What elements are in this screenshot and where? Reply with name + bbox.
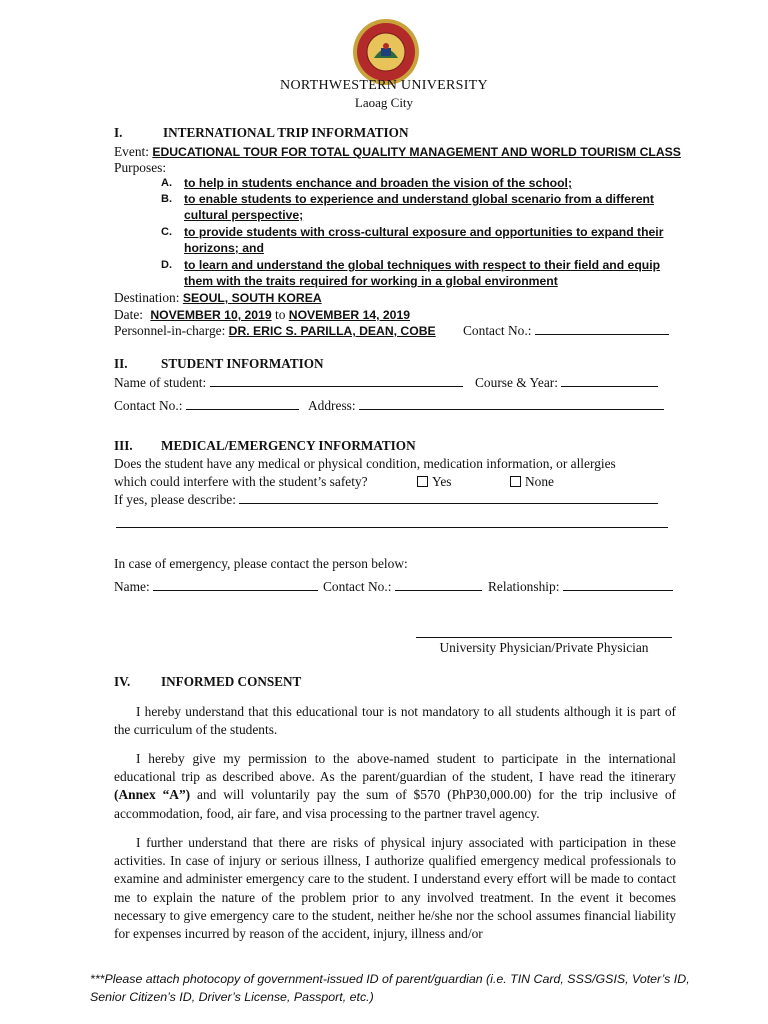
section-3-title: MEDICAL/EMERGENCY INFORMATION (161, 438, 416, 453)
purpose-a-letter: A. (161, 177, 172, 189)
address-field[interactable] (359, 398, 664, 410)
event-value: EDUCATIONAL TOUR FOR TOTAL QUALITY MANAGEMENT AND WORLD TOURISM CLASS (152, 145, 681, 159)
personnel-contact-row (463, 323, 669, 339)
purpose-d-line-2: them with the traits required for working in a global environment (184, 274, 558, 288)
consent-paragraph-2-part-1: I hereby give my permission to the above-named student to participate in the international educational trip as described above. As the parent/guardian of the student, I have read the itinerary (114, 751, 676, 785)
describe-field[interactable] (239, 492, 658, 504)
medical-question-line-2: which could interfere with the student’s safety? (114, 474, 368, 489)
date-to: NOVEMBER 14, 2019 (288, 308, 411, 322)
purpose-c-letter: C. (161, 226, 172, 238)
destination-value: SEOUL, SOUTH KOREA (182, 291, 322, 305)
purpose-b-line-2: cultural perspective; (184, 208, 304, 222)
address-row (308, 398, 664, 414)
university-name: NORTHWESTERN UNIVERSITY (280, 78, 488, 93)
relationship-field[interactable] (563, 579, 673, 591)
personnel-value: DR. ERIC S. PARILLA, DEAN, COBE (228, 324, 436, 338)
describe-row (114, 492, 658, 508)
date-to-word: to (274, 307, 286, 322)
medical-question-line-1: Does the student have any medical or physical condition, medication information, or allergies (114, 456, 616, 471)
physician-label: University Physician/Private Physician (439, 640, 649, 655)
student-name-label: Name of student: (114, 375, 207, 390)
personnel-row (114, 323, 436, 339)
section-2-title: STUDENT INFORMATION (161, 356, 324, 371)
student-name-field[interactable] (210, 375, 463, 387)
purpose-b-line-1: to enable students to experience and understand global scenario from a different (184, 192, 654, 206)
section-3-number: III. (114, 438, 133, 453)
purpose-d-letter: D. (161, 259, 172, 271)
section-4-number: IV. (114, 674, 131, 689)
consent-paragraph-2-part-2: and will voluntarily pay the sum of $570 (PhP30,000.00) for the trip inclusive of accommodation, food, air fare, and visa processing to the partner travel agency. (114, 787, 676, 821)
purposes-label: Purposes: (114, 160, 167, 175)
none-checkbox[interactable] (510, 476, 521, 487)
student-contact-row (114, 398, 299, 414)
footnote-id-requirement: ***Please attach photocopy of government-issued ID of parent/guardian (i.e. TIN Card, SSS/GSIS, Voter’s ID, Senior Citizen’s ID, Driver’s License, Passport, etc.) (90, 972, 690, 1004)
purpose-b-letter: B. (161, 193, 172, 205)
personnel-label: Personnel-in-charge: (114, 323, 226, 338)
section-1-title: INTERNATIONAL TRIP INFORMATION (163, 125, 409, 140)
course-year-label: Course & Year: (475, 375, 558, 390)
purpose-c-line-2: horizons; and (184, 241, 264, 255)
yes-option[interactable] (417, 474, 451, 490)
relationship-label: Relationship: (488, 579, 560, 594)
university-city: Laoag City (354, 95, 414, 110)
event-label: Event: (114, 144, 149, 159)
emergency-name-field[interactable] (153, 579, 318, 591)
relationship-row (488, 579, 673, 595)
annex-reference: (Annex “A”) (114, 787, 191, 803)
yes-label: Yes (432, 474, 452, 489)
yes-checkbox[interactable] (417, 476, 428, 487)
section-2-number: II. (114, 356, 128, 371)
emergency-name-row (114, 579, 318, 595)
purpose-d-line-1: to learn and understand the global techniques with respect to their field and equip (184, 258, 661, 272)
section-4-title: INFORMED CONSENT (161, 674, 302, 689)
none-label: None (525, 474, 555, 489)
date-from: NOVEMBER 10, 2019 (150, 308, 272, 322)
destination-row (114, 290, 322, 306)
consent-paragraph-3: I further understand that there are risks of physical injury associated with participation in these activities. In case of injury or serious illness, I authorize qualified emergency medical professionals to examine and administer emergency care to the student. I understand every effort will be made to contact me to explain the nature of the problem prior to any involved treatment. In the event it becomes necessary to give emergency care to the student, neither he/she nor the school assumes financial liability for expenses incurred by reason of the accident, injury, illness and/or (114, 835, 676, 942)
purpose-a-line-1: to help in students enchance and broaden the vision of the school; (184, 176, 573, 190)
emergency-contact-field[interactable] (395, 579, 482, 591)
emergency-name-label: Name: (114, 579, 150, 594)
describe-label: If yes, please describe: (114, 492, 236, 507)
student-name-row (114, 375, 463, 391)
course-year-field[interactable] (561, 375, 658, 387)
destination-label: Destination: (114, 290, 180, 305)
student-contact-label: Contact No.: (114, 398, 183, 413)
describe-field-line-2[interactable] (116, 527, 668, 528)
address-label: Address: (308, 398, 356, 413)
consent-paragraph-1: I hereby understand that this educational tour is not mandatory to all students although it is part of the curriculum of the students. (114, 704, 676, 738)
personnel-contact-label: Contact No.: (463, 323, 532, 338)
university-seal-logo (352, 18, 420, 86)
emergency-contact-label: Contact No.: (323, 579, 392, 594)
section-1-number: I. (114, 125, 123, 140)
consent-paragraph-2 (114, 750, 676, 823)
event-row (114, 144, 681, 160)
personnel-contact-field[interactable] (535, 323, 669, 335)
date-label: Date: (114, 307, 143, 322)
physician-signature-line[interactable] (416, 637, 672, 638)
emergency-intro: In case of emergency, please contact the person below: (114, 556, 408, 571)
student-contact-field[interactable] (186, 398, 299, 410)
emergency-contact-row (323, 579, 482, 595)
date-row (114, 307, 410, 323)
course-year-row (475, 375, 658, 391)
none-option[interactable] (510, 474, 554, 490)
purpose-c-line-1: to provide students with cross-cultural exposure and opportunities to expand their (184, 225, 664, 239)
